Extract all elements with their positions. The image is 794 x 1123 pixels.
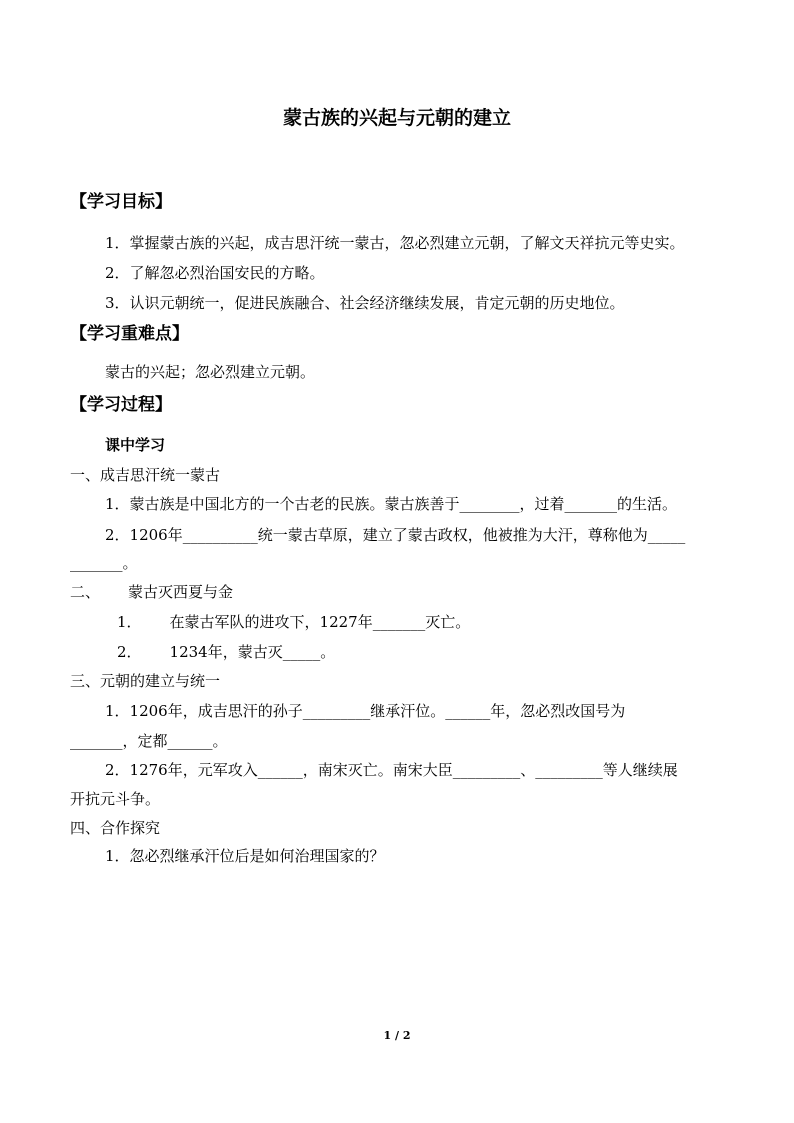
section-3-question-2-cont: 开抗元斗争。 <box>70 790 161 808</box>
section-1-title: 一、成吉思汗统一蒙古 <box>70 466 221 484</box>
section-4-title: 四、合作探究 <box>70 819 161 837</box>
goal-item-2: 2．了解忽必烈治国安民的方略。 <box>105 264 325 282</box>
section-3-question-1-cont: _______，定都______。 <box>70 732 228 750</box>
section-4-question-1: 1．忽必烈继承汗位后是如何治理国家的？ <box>105 847 385 865</box>
section-2-question-1 <box>117 612 470 632</box>
goal-item-1: 1．掌握蒙古族的兴起，成吉思汗统一蒙古，忽必烈建立元朝，了解文天祥抗元等史实。 <box>105 234 685 252</box>
process-subheading: 课中学习 <box>105 436 166 454</box>
section-3-question-2: 2．1276年，元军攻入______，南宋灭亡。南宋大臣_________、_________等人继续展 <box>105 761 678 779</box>
section-2-question-1-text: 在蒙古军队的进攻下，1227年_______灭亡。 <box>169 613 471 631</box>
section-2-question-1-number: 1． <box>117 613 142 631</box>
goal-item-3: 3．认识元朝统一，促进民族融合、社会经济继续发展，肯定元朝的历史地位。 <box>105 294 625 312</box>
page-number: 1 / 2 <box>383 1029 411 1042</box>
section-2-question-2 <box>117 642 335 662</box>
section-1-question-1: 1．蒙古族是中国北方的一个古老的民族。蒙古族善于________，过着_______的生活。 <box>105 495 678 513</box>
section-1-question-2: 2．1206年__________统一蒙古草原，建立了蒙古政权，他被推为大汗，尊称他为_____ <box>105 526 686 544</box>
section-1-question-2-cont: _______。 <box>70 554 138 572</box>
process-heading: 【学习过程】 <box>70 395 172 415</box>
section-2-title-text: 蒙古灭西夏与金 <box>128 583 234 601</box>
keypoints-heading: 【学习重难点】 <box>70 324 189 344</box>
section-2-question-2-text: 1234年，蒙古灭_____。 <box>169 643 336 661</box>
section-2-question-2-number: 2． <box>117 643 142 661</box>
document-title: 蒙古族的兴起与元朝的建立 <box>282 107 511 129</box>
section-3-question-1: 1．1206年，成吉思汗的孙子_________继承汗位。______年，忽必烈改国号为 <box>105 702 626 720</box>
keypoints-text: 蒙古的兴起；忽必烈建立元朝。 <box>105 363 316 381</box>
section-2-number: 二、 <box>70 583 101 601</box>
section-2-title <box>70 582 233 602</box>
goals-heading: 【学习目标】 <box>70 192 172 212</box>
section-3-title: 三、元朝的建立与统一 <box>70 672 221 690</box>
